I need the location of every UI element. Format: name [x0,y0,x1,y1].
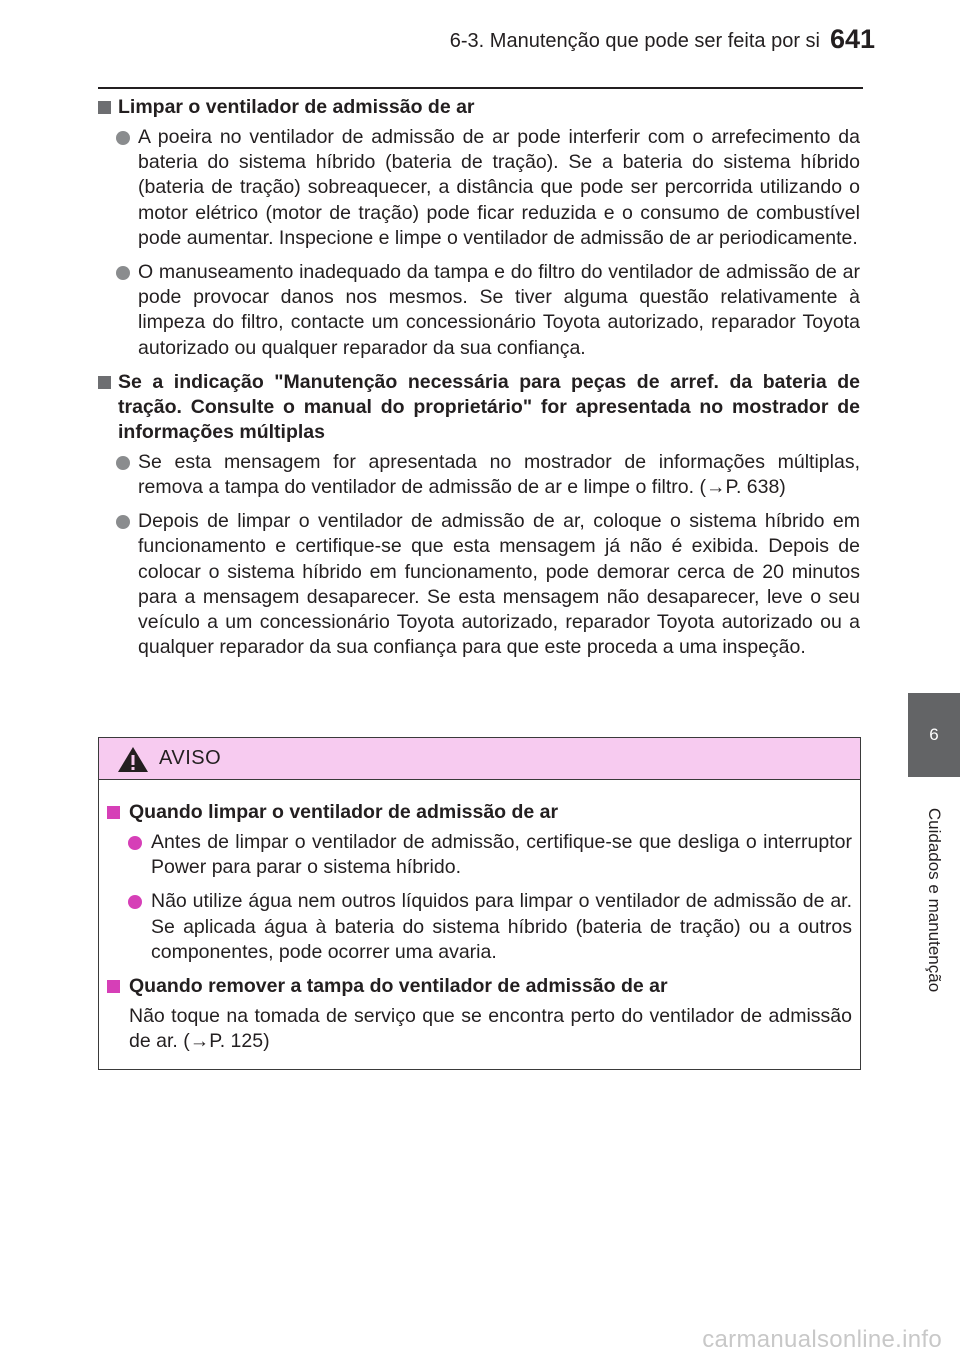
header-divider [98,87,863,89]
list-item-text: Se esta mensagem for apresentada no mostrador de informações múltiplas, remova a tampa do ventilador de admissão de ar e limpe o filtro. (→P. 638) [138,450,860,499]
list-item [98,450,860,500]
circle-bullet-icon [116,456,130,470]
page-number: 641 [830,24,876,54]
square-bullet-icon [107,980,120,993]
warning-list-item-text: Não utilize água nem outros líquidos para limpar o ventilador de admissão de ar. Se aplicada água à bateria do sistema híbrido (bateria de tração) ou a outros componentes, pode ocorrer uma avaria. [151,890,852,963]
section-heading-text: Se a indicação "Manutenção necessária para peças de arref. da bateria de tração. Consulte o manual do proprietário" for apresentada no mostrador de informações múltiplas [118,370,860,443]
list-item [98,125,860,251]
main-content [98,95,860,669]
list-item-text: Depois de limpar o ventilador de admissão de ar, coloque o sistema híbrido em funcionamento e certifique-se que esta mensagem já não é exibida. Depois de colocar o sistema híbrido em funcionamento, pode demorar cerca de 20 minutos para a mensagem desaparecer. Se esta mensagem não desaparecer, leve o seu veículo a um concessionário Toyota autorizado, reparador Toyota autorizado ou a qualquer reparador da sua confiança para que este proceda a uma inspeção. [138,510,860,659]
warning-section-heading [107,974,852,999]
warning-box [98,737,861,1070]
circle-bullet-icon [128,836,142,850]
section-heading [98,370,860,445]
chapter-title: Cuidados e manutenção [925,807,944,993]
warning-header [99,738,860,780]
list-item [98,260,860,361]
square-bullet-icon [98,376,111,389]
warning-paragraph: Não toque na tomada de serviço que se encontra perto do ventilador de admissão de ar. (→P. 125) [129,1005,852,1053]
warning-triangle-icon [117,746,149,773]
circle-bullet-icon [128,895,142,909]
watermark: carmanualsonline.info [702,1326,942,1353]
list-item-text: O manuseamento inadequado da tampa e do filtro do ventilador de admissão de ar pode provocar danos nos mesmos. Se tiver alguma questão relativamente à limpeza do filtro, contacte um concessionário Toyota autorizado, reparador Toyota autorizado ou qualquer reparador da sua confiança. [138,261,860,359]
warning-section-heading-text: Quando remover a tampa do ventilador de admissão de ar [129,975,668,998]
circle-bullet-icon [116,515,130,529]
warning-body [99,780,860,1054]
warning-list-item [107,830,852,880]
section-heading-text: Limpar o ventilador de admissão de ar [118,96,475,118]
warning-title: AVISO [159,747,222,769]
header-section-title: 6-3. Manutenção que pode ser feita por si [449,30,820,52]
square-bullet-icon [98,101,111,114]
warning-list-item-text: Antes de limpar o ventilador de admissão, certifique-se que desliga o interruptor Power para parar o sistema híbrido. [151,831,852,879]
warning-list-item [107,889,852,965]
chapter-number: 6 [929,725,939,744]
square-bullet-icon [107,806,120,819]
circle-bullet-icon [116,131,130,145]
list-item-text: A poeira no ventilador de admissão de ar pode interferir com o arrefecimento da bateria do sistema híbrido (bateria de tração). Se a bateria do sistema híbrido (bateria de tração) sobreaquecer, a distância que pode ser percorrida utilizando o motor elétrico (motor de tração) pode ficar reduzida e o consumo de combustível pode aumentar. Inspecione e limpe o ventilador de admissão de ar periodicamente. [138,126,860,249]
chapter-tab[interactable] [908,693,960,777]
list-item [98,509,860,660]
warning-section-heading-text: Quando limpar o ventilador de admissão de ar [129,801,559,823]
section-heading [98,95,860,120]
circle-bullet-icon [116,266,130,280]
warning-section-heading [107,800,852,825]
